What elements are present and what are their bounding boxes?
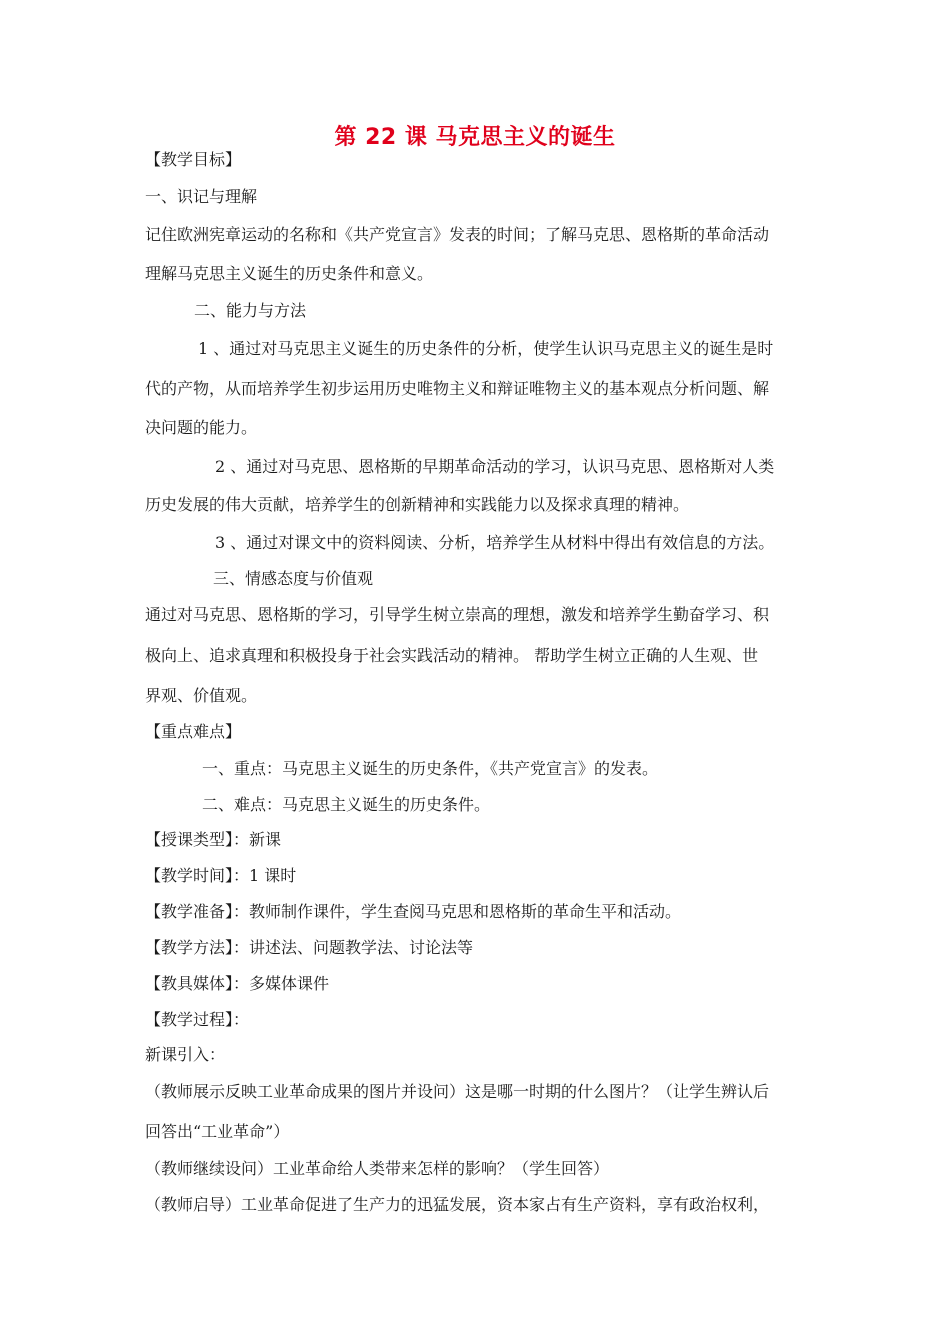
subheading-ability: 二、能力与方法 [194,301,307,320]
paragraph-line: 1 、通过对马克思主义诞生的历史条件的分析，使学生认识马克思主义的诞生是时 [198,339,774,358]
paragraph-line: 理解马克思主义诞生的历史条件和意义。 [145,264,434,283]
paragraph-line: 2 、通过对马克思、恩格斯的早期革命活动的学习，认识马克思、恩格斯对人类 [215,457,775,476]
paragraph-line: 界观、价值观。 [145,686,258,705]
document-title: 第 22 课 马克思主义的诞生 [334,125,616,150]
subheading-knowledge: 一、识记与理解 [145,187,258,206]
paragraph-line: （教师继续设问）工业革命给人类带来怎样的影响？（学生回答） [145,1159,610,1178]
field-media: 【教具媒体】：多媒体课件 [145,974,330,993]
field-teaching-time: 【教学时间】：1 课时 [145,866,297,885]
paragraph-line: 新课引入： [145,1045,226,1064]
field-lesson-type: 【授课类型】：新课 [145,830,282,849]
paragraph-line: 决问题的能力。 [145,418,258,437]
field-teaching-method: 【教学方法】：讲述法、问题教学法、讨论法等 [145,938,474,957]
paragraph-line: 通过对马克思、恩格斯的学习，引导学生树立崇高的理想，激发和培养学生勤奋学习、积 [145,605,770,624]
paragraph-line: 一、重点：马克思主义诞生的历史条件，《共产党宣言》的发表。 [202,759,659,778]
paragraph-line: 二、难点：马克思主义诞生的历史条件。 [202,795,491,814]
section-heading-key-points: 【重点难点】 [145,722,242,741]
paragraph-line: 3 、通过对课文中的资料阅读、分析，培养学生从材料中得出有效信息的方法。 [215,533,775,552]
paragraph-line: 回答出“工业革命”） [145,1122,290,1141]
paragraph-line: 历史发展的伟大贡献，培养学生的创新精神和实践能力以及探求真理的精神。 [145,495,690,514]
paragraph-line: （教师启导）工业革命促进了生产力的迅猛发展，资本家占有生产资料，享有政治权利， [145,1195,770,1214]
paragraph-line: 代的产物，从而培养学生初步运用历史唯物主义和辩证唯物主义的基本观点分析问题、解 [145,379,770,398]
field-preparation: 【教学准备】：教师制作课件，学生查阅马克思和恩格斯的革命生平和活动。 [145,902,682,921]
field-process: 【教学过程】： [145,1010,250,1029]
section-heading-objectives: 【教学目标】 [145,150,242,169]
paragraph-line: 记住欧洲宪章运动的名称和《共产党宣言》发表的时间；了解马克思、恩格斯的革命活动 [145,225,770,244]
paragraph-line: （教师展示反映工业革命成果的图片并设问）这是哪一时期的什么图片？（让学生辨认后 [145,1082,770,1101]
paragraph-line: 极向上、追求真理和积极投身于社会实践活动的精神。 帮助学生树立正确的人生观、世 [145,646,759,665]
subheading-attitude: 三、情感态度与价值观 [213,569,374,588]
